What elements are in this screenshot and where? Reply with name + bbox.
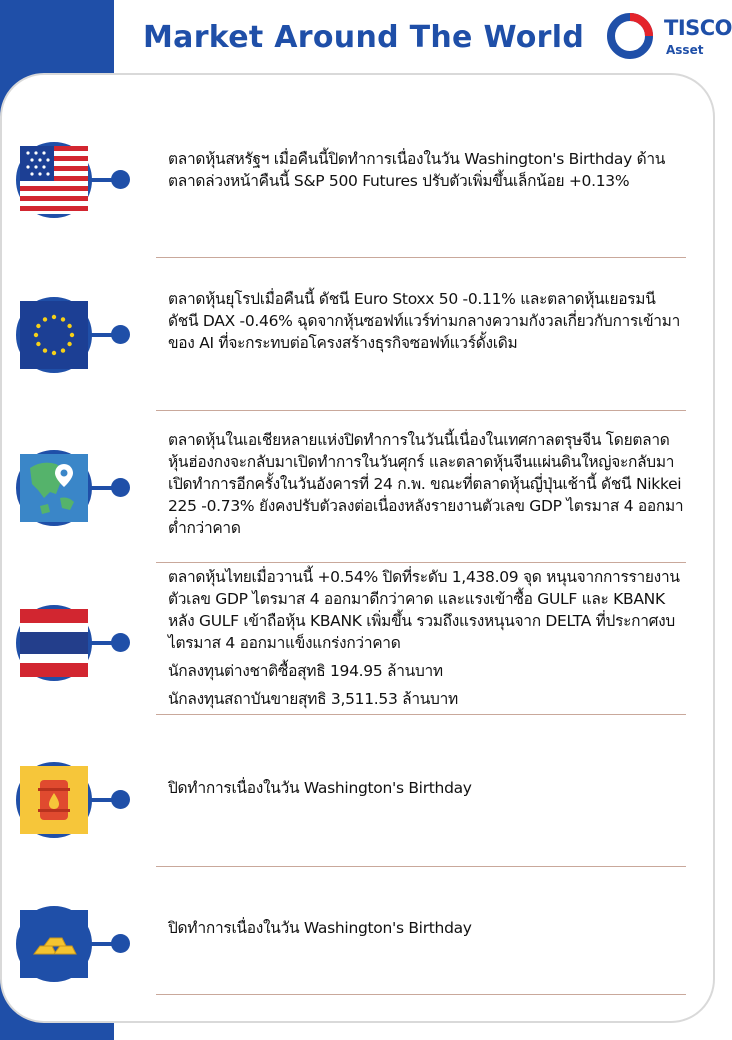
foreign-investor-line: นักลงทุนต่างชาติซื้อสุทธิ 194.95 ล้านบาท [168,662,443,680]
eu-market-paragraph: ตลาดหุ้นยุโรปเมื่อคืนนี้ ดัชนี Euro Stoxx 50 -0.11% และตลาดหุ้นเยอรมนี ดัชนี DAX -0.46% ฉุดจากหุ้นซอฟท์แวร์ท่ามกลางความกังวลเกี่ยวกับการเข้ามาของ AI ที่จะกระทบต่อโครงสร้างธุรกิจซอฟท์แวร์ดั้งเดิม [168,290,680,352]
gold-market-paragraph: ปิดทำการเนื่องในวัน Washington's Birthday [168,919,472,937]
separator-line [156,714,686,715]
us-market-paragraph: ตลาดหุ้นสหรัฐฯ เมื่อคืนนี้ปิดทำการเนื่องในวัน Washington's Birthday ด้านตลาดล่วงหน้าคืนนี้ S&P 500 Futures ปรับตัวเพิ่มขึ้นเล็กน้อย +0.13% [168,150,666,190]
separator-line [156,562,686,563]
connector-dot [111,790,130,809]
logo-subtitle: Asset [666,43,704,57]
connector-dot [111,170,130,189]
tisco-logo [606,10,732,62]
us-flag-icon [16,142,92,218]
page-title: Market Around The World [143,20,585,55]
us-market-text [168,148,688,192]
separator-line [156,257,686,258]
oil-barrel-icon [16,762,92,838]
separator-line [156,866,686,867]
oil-market-text [168,777,688,799]
connector-dot [111,934,130,953]
gold-bars-icon [16,906,92,982]
connector-dot [111,478,130,497]
logo-wordmark: TISCO [664,16,732,40]
thai-market-paragraph: ตลาดหุ้นไทยเมื่อวานนี้ +0.54% ปิดที่ระดับ 1,438.09 จุด หนุนจากการรายงานตัวเลข GDP ไตรมาส 4 ออกมาดีกว่าคาด และแรงเข้าซื้อ GULF และ KBANK หลัง GULF เข้าถือหุ้น KBANK เพิ่มขึ้น รวมถึงแรงหนุนจาก DELTA ที่ประกาศงบไตรมาส 4 ออกมาแข็งแกร่งกว่าคาด [168,568,680,652]
oil-market-paragraph: ปิดทำการเนื่องในวัน Washington's Birthday [168,779,472,797]
connector-dot [111,325,130,344]
tisco-logo-ring-icon [606,12,658,60]
eu-market-text [168,288,688,354]
separator-line [156,410,686,411]
asia-market-text [168,429,688,539]
gold-market-text [168,917,688,939]
thai-flag-icon [16,605,92,681]
asia-market-paragraph: ตลาดหุ้นในเอเชียหลายแห่งปิดทำการในวันนี้เนื่องในเทศกาลตรุษจีน โดยตลาดหุ้นฮ่องกงจะกลับมาเปิดทำการในวันศุกร์ และตลาดหุ้นจีนแผ่นดินใหญ่จะกลับมาเปิดทำการอีกครั้งในวันอังคารที่ 24 ก.พ. ขณะที่ตลาดหุ้นญี่ปุ่นเช้านี้ ดัชนี Nikkei 225 -0.73% ยังคงปรับตัวลงต่อเนื่องหลังรายงานตัวเลข GDP ไตรมาส 4 ออกมาต่ำกว่าคาด [168,431,684,537]
asia-globe-icon [16,450,92,526]
institutional-investor-line: นักลงทุนสถาบันขายสุทธิ 3,511.53 ล้านบาท [168,690,458,708]
eu-flag-icon [16,297,92,373]
content-card [0,73,715,1023]
separator-line [156,994,686,995]
thai-market-text [168,566,688,710]
connector-dot [111,633,130,652]
